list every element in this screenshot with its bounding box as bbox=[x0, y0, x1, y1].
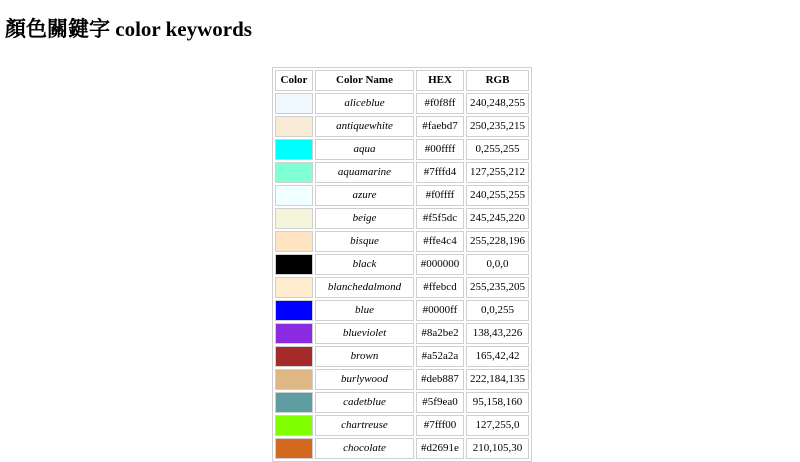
header-color-name: Color Name bbox=[315, 70, 414, 91]
rgb-cell: 165,42,42 bbox=[466, 346, 529, 367]
color-swatch bbox=[275, 346, 313, 367]
table-row bbox=[275, 162, 529, 183]
header-color: Color bbox=[275, 70, 313, 91]
hex-cell: #000000 bbox=[416, 254, 464, 275]
table-row bbox=[275, 300, 529, 321]
color-swatch bbox=[275, 208, 313, 229]
hex-cell: #5f9ea0 bbox=[416, 392, 464, 413]
table-row bbox=[275, 254, 529, 275]
rgb-cell: 240,255,255 bbox=[466, 185, 529, 206]
color-name-cell: azure bbox=[315, 185, 414, 206]
hex-cell: #f0ffff bbox=[416, 185, 464, 206]
table-row bbox=[275, 139, 529, 160]
color-swatch bbox=[275, 185, 313, 206]
rgb-cell: 245,245,220 bbox=[466, 208, 529, 229]
color-name-cell: blanchedalmond bbox=[315, 277, 414, 298]
table-row bbox=[275, 346, 529, 367]
color-swatch bbox=[275, 438, 313, 459]
color-name-cell: antiquewhite bbox=[315, 116, 414, 137]
hex-cell: #deb887 bbox=[416, 369, 464, 390]
hex-cell: #7fffd4 bbox=[416, 162, 464, 183]
table-row bbox=[275, 208, 529, 229]
color-swatch bbox=[275, 415, 313, 436]
rgb-cell: 127,255,212 bbox=[466, 162, 529, 183]
rgb-cell: 222,184,135 bbox=[466, 369, 529, 390]
hex-cell: #faebd7 bbox=[416, 116, 464, 137]
rgb-cell: 210,105,30 bbox=[466, 438, 529, 459]
table-row bbox=[275, 415, 529, 436]
color-name-cell: cadetblue bbox=[315, 392, 414, 413]
rgb-cell: 255,228,196 bbox=[466, 231, 529, 252]
table-row bbox=[275, 323, 529, 344]
rgb-cell: 0,0,255 bbox=[466, 300, 529, 321]
color-name-cell: blueviolet bbox=[315, 323, 414, 344]
header-hex: HEX bbox=[416, 70, 464, 91]
hex-cell: #00ffff bbox=[416, 139, 464, 160]
color-swatch bbox=[275, 162, 313, 183]
hex-cell: #0000ff bbox=[416, 300, 464, 321]
color-name-cell: aqua bbox=[315, 139, 414, 160]
rgb-cell: 127,255,0 bbox=[466, 415, 529, 436]
color-name-cell: chocolate bbox=[315, 438, 414, 459]
color-swatch bbox=[275, 300, 313, 321]
rgb-cell: 255,235,205 bbox=[466, 277, 529, 298]
rgb-cell: 0,255,255 bbox=[466, 139, 529, 160]
table-row bbox=[275, 231, 529, 252]
table-row bbox=[275, 438, 529, 459]
table-row bbox=[275, 369, 529, 390]
rgb-cell: 240,248,255 bbox=[466, 93, 529, 114]
rgb-cell: 250,235,215 bbox=[466, 116, 529, 137]
color-swatch bbox=[275, 116, 313, 137]
color-swatch bbox=[275, 277, 313, 298]
color-name-cell: chartreuse bbox=[315, 415, 414, 436]
color-swatch bbox=[275, 139, 313, 160]
hex-cell: #ffe4c4 bbox=[416, 231, 464, 252]
color-name-cell: aliceblue bbox=[315, 93, 414, 114]
color-rows bbox=[275, 93, 529, 459]
hex-cell: #f5f5dc bbox=[416, 208, 464, 229]
table-row bbox=[275, 277, 529, 298]
table-row bbox=[275, 185, 529, 206]
color-swatch bbox=[275, 369, 313, 390]
color-name-cell: burlywood bbox=[315, 369, 414, 390]
hex-cell: #d2691e bbox=[416, 438, 464, 459]
hex-cell: #a52a2a bbox=[416, 346, 464, 367]
table-row bbox=[275, 116, 529, 137]
color-swatch bbox=[275, 93, 313, 114]
color-name-cell: bisque bbox=[315, 231, 414, 252]
table-row bbox=[275, 392, 529, 413]
color-name-cell: beige bbox=[315, 208, 414, 229]
color-swatch bbox=[275, 254, 313, 275]
hex-cell: #f0f8ff bbox=[416, 93, 464, 114]
page-title: 顏色關鍵字 color keywords bbox=[5, 17, 252, 41]
color-swatch bbox=[275, 392, 313, 413]
color-keywords-table bbox=[272, 67, 532, 462]
rgb-cell: 95,158,160 bbox=[466, 392, 529, 413]
color-swatch bbox=[275, 323, 313, 344]
hex-cell: #8a2be2 bbox=[416, 323, 464, 344]
color-name-cell: brown bbox=[315, 346, 414, 367]
color-name-cell: black bbox=[315, 254, 414, 275]
color-swatch bbox=[275, 231, 313, 252]
hex-cell: #7fff00 bbox=[416, 415, 464, 436]
table-row bbox=[275, 93, 529, 114]
rgb-cell: 0,0,0 bbox=[466, 254, 529, 275]
color-name-cell: blue bbox=[315, 300, 414, 321]
color-name-cell: aquamarine bbox=[315, 162, 414, 183]
rgb-cell: 138,43,226 bbox=[466, 323, 529, 344]
header-rgb: RGB bbox=[466, 70, 529, 91]
table-header-row bbox=[275, 70, 529, 91]
hex-cell: #ffebcd bbox=[416, 277, 464, 298]
